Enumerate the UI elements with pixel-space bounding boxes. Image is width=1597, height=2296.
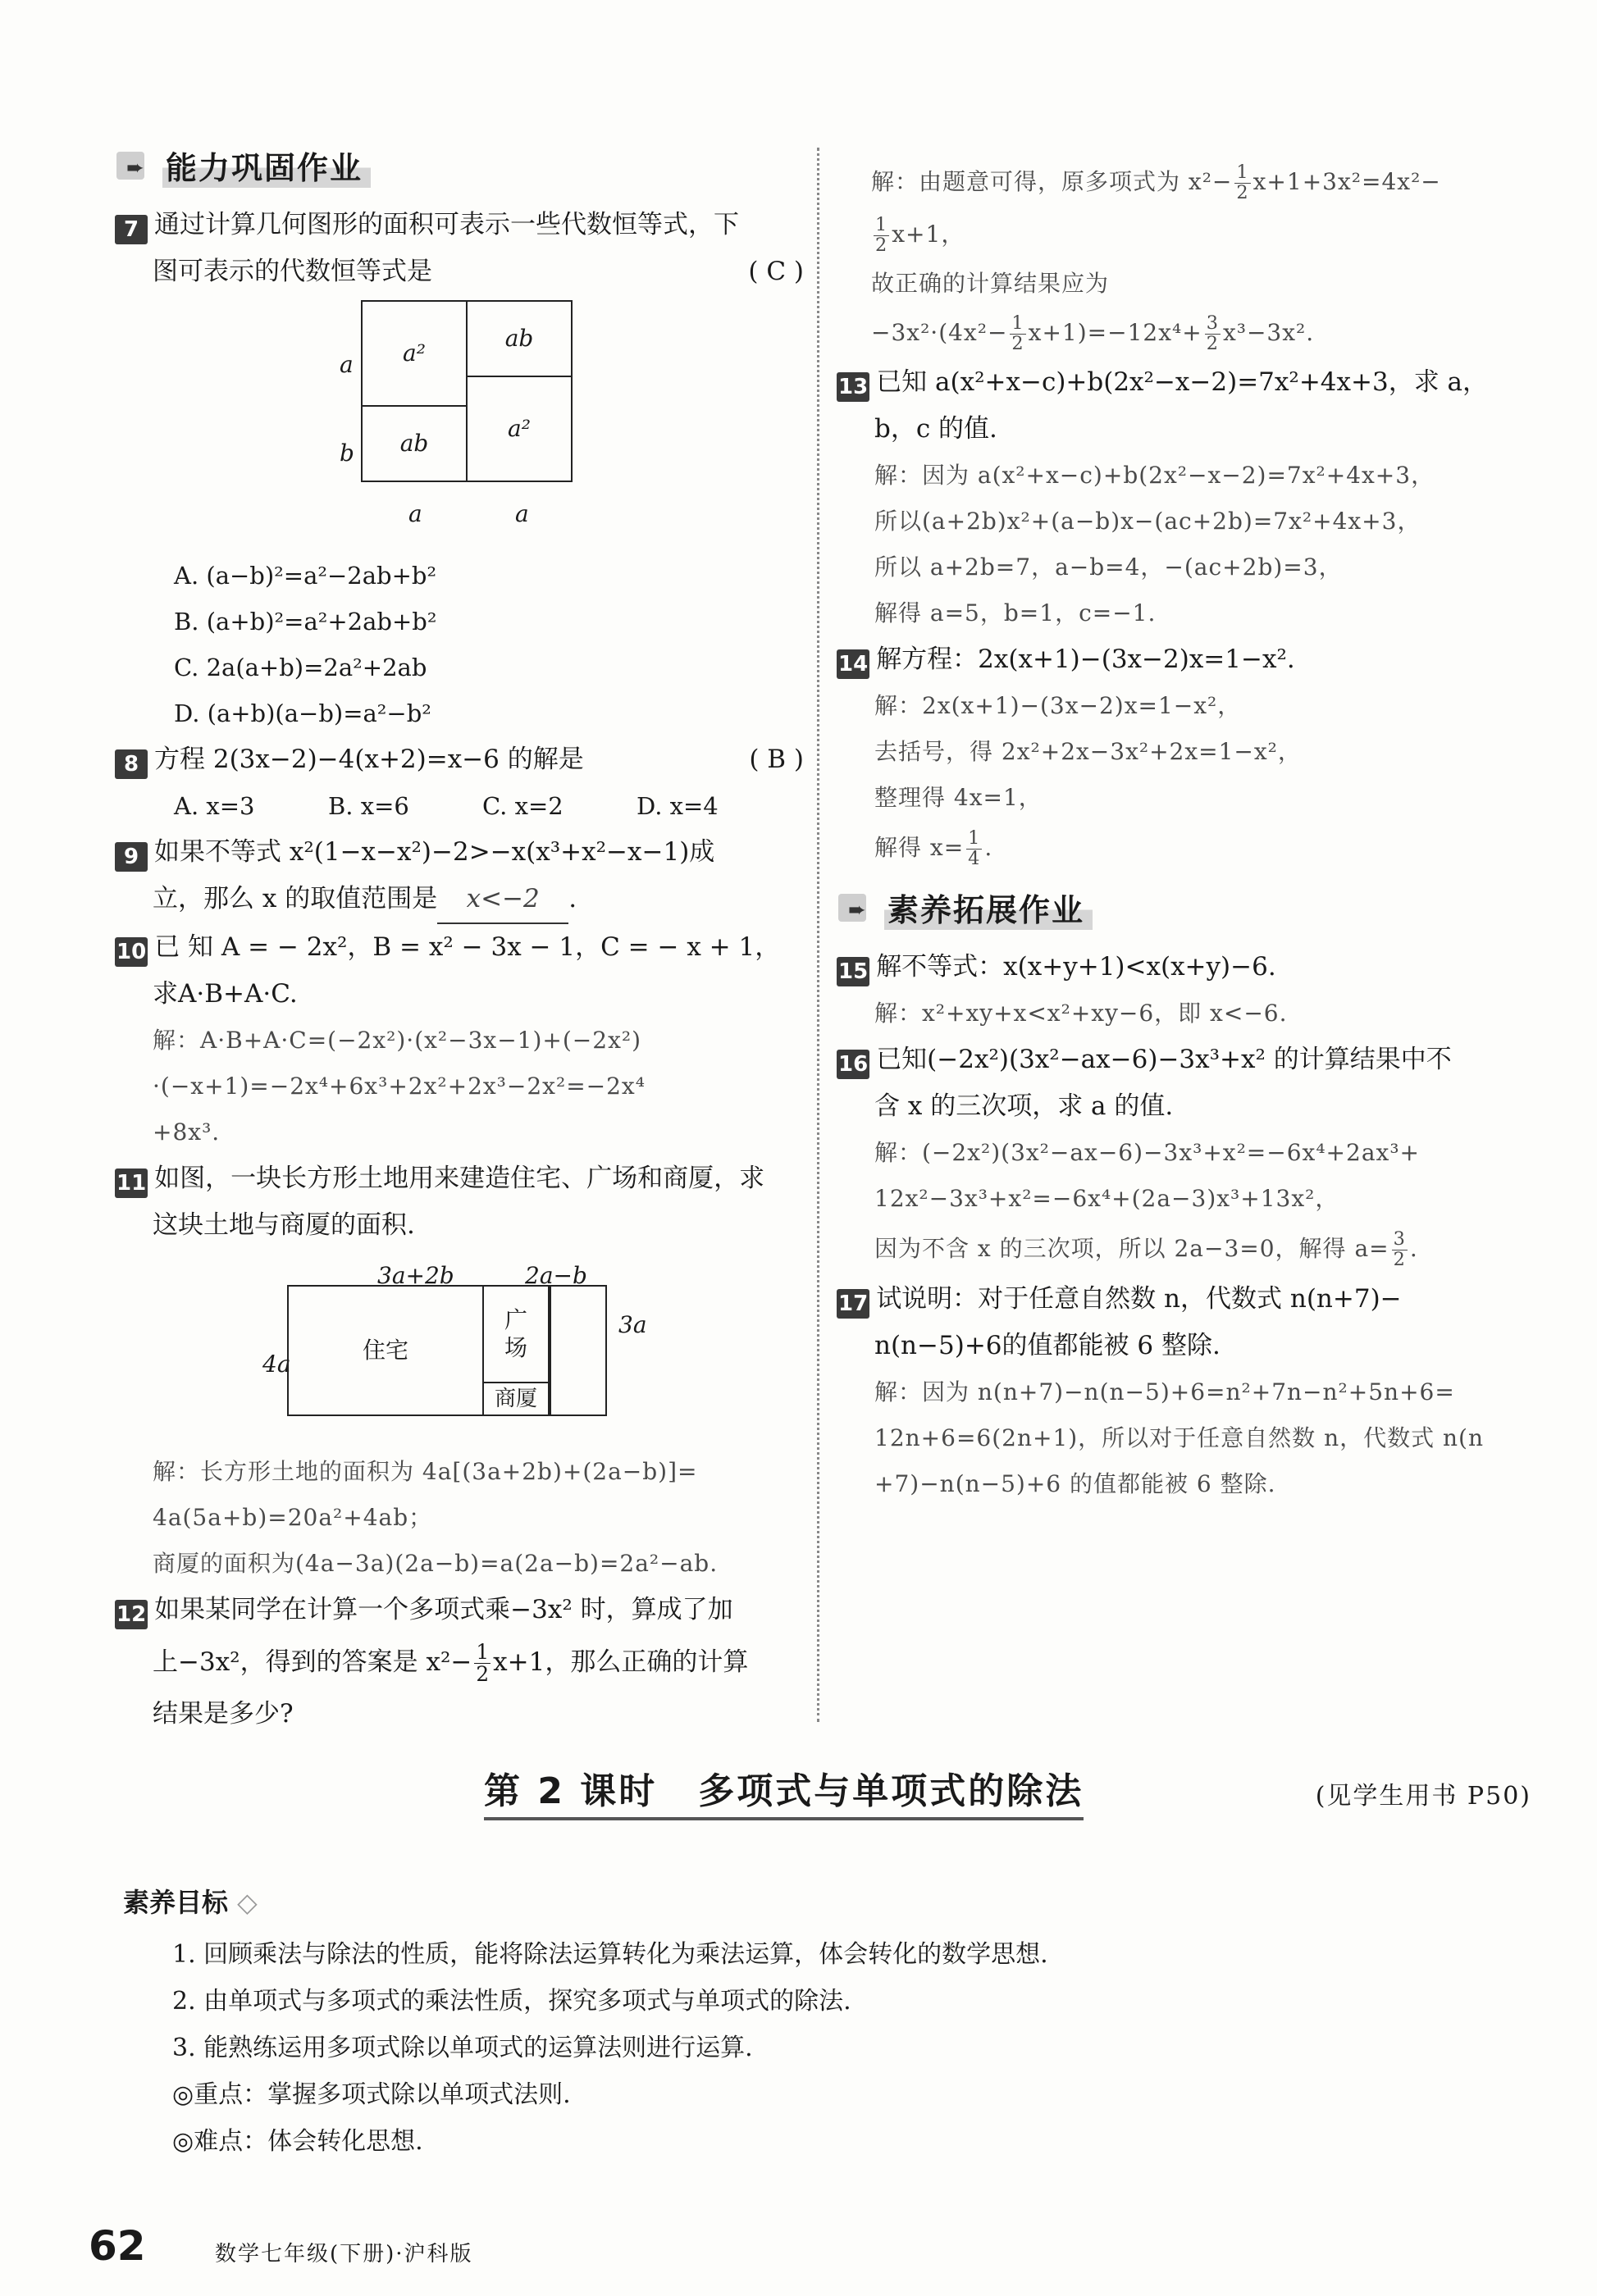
solution-line: +7)−n(n−5)+6 的值都能被 6 整除. xyxy=(874,1470,1276,1497)
question-text: 结果是多少? xyxy=(153,1699,294,1729)
question-text: 求A·B+A·C. xyxy=(153,979,298,1009)
solution-line: 解得 a=5，b=1，c=−1. xyxy=(874,599,1157,626)
section-arrow-icon: ➨ xyxy=(115,147,154,183)
lesson-topic: 多项式与单项式的除法 xyxy=(698,1770,1084,1812)
goal-item: ◎难点：体会转化思想. xyxy=(172,2127,423,2156)
question-13 xyxy=(837,359,1526,636)
question-text: 试说明：对于任意自然数 n，代数式 n(n+7)− xyxy=(876,1284,1402,1314)
solution-line: 去括号，得 2x²+2x−3x²+2x=1−x²， xyxy=(874,738,1302,765)
practice-section-header xyxy=(115,139,804,190)
question-text: 上−3x²，得到的答案是 x²− xyxy=(153,1647,472,1677)
side-label: a xyxy=(340,351,354,378)
option: D. (a+b)(a−b)=a²−b² xyxy=(174,699,431,727)
right-strip xyxy=(550,1285,607,1416)
figure-cell: ab xyxy=(466,300,573,377)
denominator: 2 xyxy=(476,1662,490,1686)
punctuation: . xyxy=(568,884,577,913)
question-number: 10 xyxy=(115,937,148,967)
question-text: 如图，一块长方形土地用来建造住宅、广场和商厦，求 xyxy=(154,1164,765,1193)
question-number: 12 xyxy=(115,1600,148,1629)
option: C. 2a(a+b)=2a²+2ab xyxy=(174,654,427,681)
side-label: a xyxy=(408,500,422,527)
option: C. x=2 xyxy=(482,792,564,820)
fraction: $\frac{1}{2}$ xyxy=(875,214,888,256)
question-number: 15 xyxy=(837,957,869,986)
page-number: 62 xyxy=(89,2222,146,2270)
solution-line: 解：由题意可得，原多项式为 x²− $\frac{1}{2}$ x+1+3x²=4x²− xyxy=(871,162,1441,203)
question-text: 方程 2(3x−2)−4(x+2)=x−6 的解是 xyxy=(154,745,584,774)
lesson-number: 第 2 课时 xyxy=(484,1770,658,1812)
question-12 xyxy=(115,1587,804,1738)
fill-blank-answer: x<−2 xyxy=(437,876,568,924)
question-text: 图可表示的代数恒等式是 xyxy=(153,257,432,286)
goal-item: 2. 由单项式与多项式的乘法性质，探究多项式与单项式的除法. xyxy=(172,1987,851,2016)
side-label: b xyxy=(340,440,354,467)
mall-area: 商厦 xyxy=(482,1382,550,1416)
question-text: 已知(−2x²)(3x²−ax−6)−3x³+x² 的计算结果中不 xyxy=(876,1045,1452,1074)
figure-cell: a² xyxy=(466,376,573,482)
solution-line: −3x²·(4x²− $\frac{1}{2}$ x+1)=−12x⁴+ $\frac{3}{2}$ x³−3x². xyxy=(871,312,1315,354)
question-9 xyxy=(115,829,804,924)
question-text: 如果不等式 x²(1−x−x²)−2>−x(x³+x²−x−1)成 xyxy=(154,837,715,867)
book-title: 数学七年级(下册)·沪科版 xyxy=(215,2242,473,2266)
question-text: 如果某同学在计算一个多项式乘−3x² 时，算成了加 xyxy=(154,1595,733,1624)
solution-line: 整理得 4x=1， xyxy=(874,784,1043,811)
section-title: 能力巩固作业 xyxy=(162,143,371,188)
question-text: 这块土地与商厦的面积. xyxy=(153,1210,415,1240)
dimension-label: 2a−b xyxy=(525,1262,587,1289)
dimension-label: 3a xyxy=(618,1311,647,1338)
question-text: 立，那么 x 的取值范围是 xyxy=(153,884,438,913)
extend-section-header xyxy=(837,882,1526,932)
fraction: $\frac{1}{4}$ xyxy=(968,827,981,869)
option: D. x=4 xyxy=(637,792,719,820)
solution-line: 解：因为 n(n+7)−n(n−5)+6=n²+7n−n²+5n+6= xyxy=(874,1378,1455,1405)
solution-line: 故正确的计算结果应为 xyxy=(871,270,1110,297)
question-16 xyxy=(837,1036,1526,1276)
goal-item: 3. 能熟练运用多项式除以单项式的运算法则进行运算. xyxy=(172,2034,753,2062)
question-number: 11 xyxy=(115,1168,148,1198)
solution-line: 解：2x(x+1)−(3x−2)x=1−x²， xyxy=(874,692,1242,719)
learning-goals xyxy=(123,1882,1517,2165)
question-number: 16 xyxy=(837,1050,869,1079)
fraction: $\frac{3}{2}$ xyxy=(1206,312,1219,354)
question-8 xyxy=(115,736,804,829)
question-number: 7 xyxy=(115,215,148,244)
right-column xyxy=(837,156,1526,1507)
house-area: 住宅 xyxy=(287,1285,484,1416)
solution-line: 商厦的面积为(4a−3a)(2a−b)=a(2a−b)=2a²−ab. xyxy=(153,1550,719,1577)
fraction: $\frac{1}{2}$ xyxy=(1236,162,1249,203)
fraction: $\frac{1}{2}$ xyxy=(1011,312,1024,354)
dimension-label: 3a+2b xyxy=(377,1262,454,1289)
question-text: x+1，那么正确的计算 xyxy=(493,1647,749,1677)
section-arrow-icon: ➨ xyxy=(837,889,876,925)
question-text: 解不等式：x(x+y+1)<x(x+y)−6. xyxy=(876,952,1276,982)
solution-line: 所以 a+2b=7，a−b=4，−(ac+2b)=3， xyxy=(874,554,1343,581)
question-text: n(n−5)+6的值都能被 6 整除. xyxy=(874,1331,1221,1360)
option: B. (a+b)²=a²+2ab+b² xyxy=(174,608,437,636)
diamond-icon: ◇ xyxy=(237,1887,258,1918)
solution-line: 解：(−2x²)(3x²−ax−6)−3x³+x²=−6x⁴+2ax³+ xyxy=(874,1139,1421,1166)
question-text: 含 x 的三次项，求 a 的值. xyxy=(874,1091,1174,1121)
question-text: b，c 的值. xyxy=(874,414,997,444)
solution-line: 解：长方形土地的面积为 4a[(3a+2b)+(2a−b)]= xyxy=(153,1458,698,1485)
option: A. (a−b)²=a²−2ab+b² xyxy=(174,562,437,590)
question-text: 解方程：2x(x+1)−(3x−2)x=1−x². xyxy=(876,645,1295,674)
solution-line: 所以(a+2b)x²+(a−b)x−(ac+2b)=7x²+4x+3， xyxy=(874,508,1421,535)
area-figure xyxy=(328,300,673,546)
option: A. x=3 xyxy=(174,792,255,820)
solution-line: 解：因为 a(x²+x−c)+b(2x²−x−2)=7x²+4x+3， xyxy=(874,462,1435,489)
goals-heading: 素养目标 ◇ xyxy=(123,1887,258,1918)
book-reference: (见学生用书 P50) xyxy=(1315,1782,1531,1811)
question-11 xyxy=(115,1155,804,1587)
question-number: 8 xyxy=(115,749,148,779)
question-text: 已 知 A = − 2x²，B = x² − 3x − 1，C = − x + 1， xyxy=(154,932,781,962)
goal-item: ◎重点：掌握多项式除以单项式法则. xyxy=(172,2080,571,2109)
left-column xyxy=(115,139,804,1738)
figure-cell: ab xyxy=(361,405,468,482)
lesson-title xyxy=(484,1761,1084,1820)
figure-cell: a² xyxy=(361,300,468,407)
column-divider xyxy=(817,148,819,1722)
solution-line: 因为不含 x 的三次项，所以 2a−3=0，解得 a= $\frac{3}{2}$ . xyxy=(874,1228,1418,1270)
solution-line: 解：A·B+A·C=(−2x²)·(x²−3x−1)+(−2x²) xyxy=(153,1027,642,1054)
solution-line: 12x²−3x³+x²=−6x⁴+(2a−3)x³+13x²， xyxy=(874,1185,1339,1212)
question-number: 14 xyxy=(837,649,869,679)
question-15 xyxy=(837,944,1526,1036)
solution-line: $\frac{1}{2}$ x+1， xyxy=(875,214,965,256)
question-text: 通过计算几何图形的面积可表示一些代数恒等式，下 xyxy=(154,210,739,239)
question-number: 13 xyxy=(837,372,869,402)
goal-item: 1. 回顾乘法与除法的性质，能将除法运算转化为乘法运算，体会转化的数学思想. xyxy=(172,1940,1048,1969)
square-area: 广 场 xyxy=(482,1285,550,1383)
question-text: 已知 a(x²+x−c)+b(2x²−x−2)=7x²+4x+3，求 a， xyxy=(876,367,1489,397)
numerator: 1 xyxy=(476,1639,490,1664)
question-17 xyxy=(837,1276,1526,1507)
question-10 xyxy=(115,924,804,1155)
solution-line: ·(−x+1)=−2x⁴+6x³+2x²+2x³−2x²=−2x⁴ xyxy=(153,1073,646,1100)
question-number: 9 xyxy=(115,842,148,872)
solution-line: 12n+6=6(2n+1)，所以对于任意自然数 n，代数式 n(n xyxy=(874,1424,1485,1451)
options-row xyxy=(115,783,804,829)
section-title: 素养拓展作业 xyxy=(884,885,1093,930)
side-label: a xyxy=(515,500,529,527)
question-7 xyxy=(115,202,804,736)
solution-line: +8x³. xyxy=(153,1118,221,1146)
solution-line: 解：x²+xy+x<x²+xy−6，即 x<−6. xyxy=(874,1000,1288,1027)
question-number: 17 xyxy=(837,1289,869,1319)
dimension-label: 4a xyxy=(262,1351,291,1378)
solution-line: 解得 x= $\frac{1}{4}$ . xyxy=(874,827,993,869)
land-figure xyxy=(262,1252,664,1441)
fraction: $\frac{3}{2}$ xyxy=(1393,1228,1406,1270)
question-14 xyxy=(837,636,1526,875)
answer-choice: ( B ) xyxy=(749,745,804,774)
fraction xyxy=(474,1639,491,1686)
solution-line: 4a(5a+b)=20a²+4ab； xyxy=(153,1504,433,1531)
option: B. x=6 xyxy=(328,792,409,820)
answer-choice: ( C ) xyxy=(748,257,804,286)
